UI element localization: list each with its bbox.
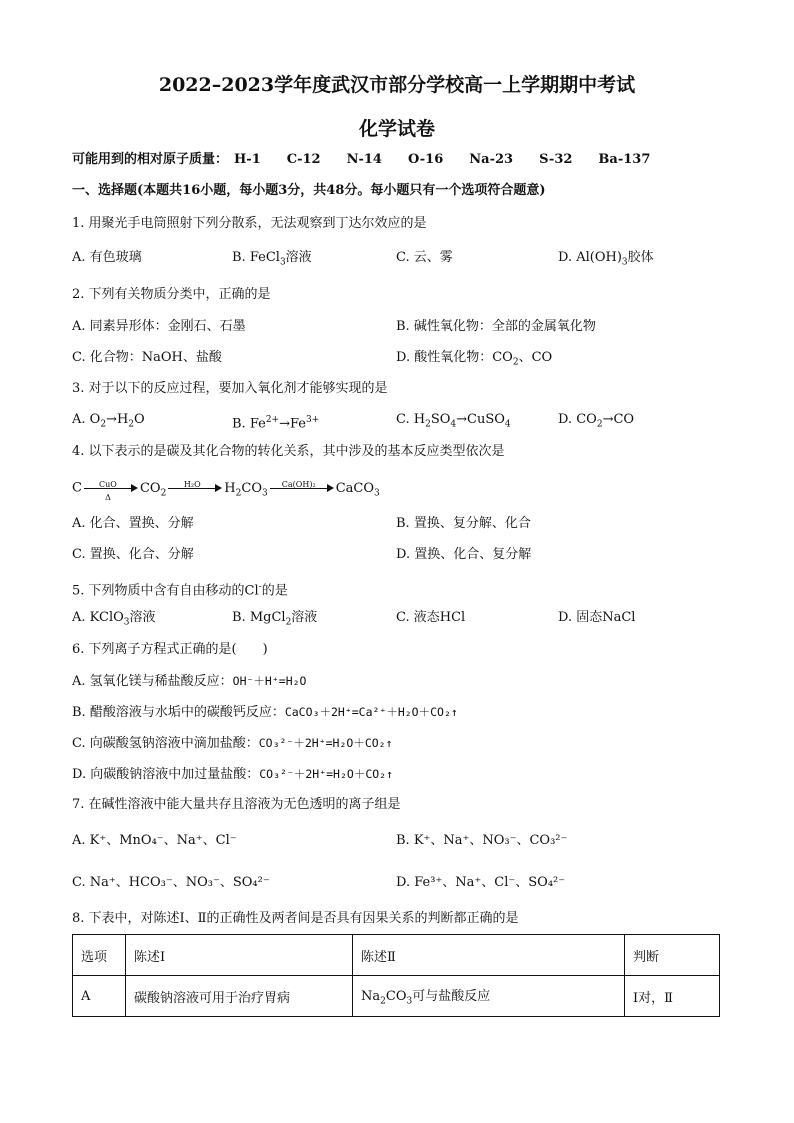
q2-option-b: B. 碱性氧化物：全部的金属氧化物 bbox=[396, 319, 596, 334]
header-statement-1: 陈述Ⅰ bbox=[126, 935, 353, 976]
q4-option-b: B. 置换、复分解、化合 bbox=[396, 516, 531, 531]
exam-title: 2022–2023学年度武汉市部分学校高一上学期期中考试 bbox=[158, 74, 636, 96]
q3-option-a: A. $O_2\to H_2O$ bbox=[72, 412, 145, 430]
q7-option-d: D. Fe³⁺、Na⁺、Cl⁻、SO₄²⁻ bbox=[396, 875, 566, 890]
q7-option-a: A. K⁺、MnO₄⁻、Na⁺、Cl⁻ bbox=[72, 833, 237, 848]
q5-option-d: D. 固态NaCl bbox=[558, 610, 636, 625]
atomic-mass-ba: Ba-137 bbox=[598, 152, 651, 167]
atomic-mass-c: C-12 bbox=[286, 152, 321, 167]
question-5-stem: 5. 下列物质中含有自由移动的Cl-的是 bbox=[72, 582, 288, 599]
q4-option-c: C. 置换、化合、分解 bbox=[72, 547, 194, 562]
q5-option-a: A. KClO$_3$溶液 bbox=[72, 610, 156, 628]
atomic-mass-n: N-14 bbox=[346, 152, 382, 167]
q2-option-a: A. 同素异形体：金刚石、石墨 bbox=[72, 319, 246, 334]
q7-option-c: C. Na⁺、HCO₃⁻、NO₃⁻、SO₄²⁻ bbox=[72, 875, 270, 890]
q6-option-c: C. 向碳酸氢钠溶液中滴加盐酸：CO₃²⁻＋2H⁺=H₂O＋CO₂↑ bbox=[72, 736, 393, 751]
atomic-mass-na: Na-23 bbox=[469, 152, 514, 167]
section-heading: 一、选择题(本题共16小题，每小题3分，共48分。每小题只有一个选项符合题意) bbox=[72, 183, 546, 198]
q6-option-a: A. 氢氧化镁与稀盐酸反应：OH⁻＋H⁺=H₂O bbox=[72, 674, 307, 689]
question-1-stem: 1. 用聚光手电筒照射下列分散系，无法观察到丁达尔效应的是 bbox=[72, 216, 427, 231]
arrow-h2o: H₂O bbox=[168, 479, 222, 497]
header-statement-2: 陈述Ⅱ bbox=[353, 935, 625, 976]
header-judgement: 判断 bbox=[625, 935, 720, 976]
q1-option-a: A. 有色玻璃 bbox=[72, 250, 142, 265]
atomic-mass-label: 可能用到的相对原子质量： bbox=[72, 152, 229, 167]
q7-option-b: B. K⁺、Na⁺、NO₃⁻、CO₃²⁻ bbox=[396, 833, 568, 848]
question-7-stem: 7. 在碱性溶液中能大量共存且溶液为无色透明的离子组是 bbox=[72, 797, 401, 812]
chain-co2: $CO_2$ bbox=[139, 480, 167, 499]
q2-option-d: D. 酸性氧化物：$CO_2$、CO bbox=[396, 350, 553, 368]
header-option: 选项 bbox=[73, 935, 126, 976]
atomic-mass-line bbox=[72, 151, 676, 169]
row-a-statement-2: $Na_2CO_3$可与盐酸反应 bbox=[353, 976, 625, 1017]
chain-h2co3: $H_2CO_3$ bbox=[224, 480, 268, 499]
table-row bbox=[73, 976, 720, 1017]
atomic-mass-h: H-1 bbox=[234, 152, 261, 167]
arrow-cuo: CuO Δ bbox=[84, 479, 138, 497]
question-2-stem: 2. 下列有关物质分类中，正确的是 bbox=[72, 287, 271, 302]
atomic-mass-o: O-16 bbox=[407, 152, 444, 167]
chain-carbon: C bbox=[72, 480, 82, 496]
q3-option-d: D. $CO_2\to CO$ bbox=[558, 412, 635, 430]
q6-option-d: D. 向碳酸钠溶液中加过量盐酸：CO₃²⁻＋2H⁺=H₂O＋CO₂↑ bbox=[72, 767, 394, 782]
q5-option-b: B. MgCl$_2$溶液 bbox=[232, 610, 318, 628]
row-a-judgement: Ⅰ对，Ⅱ bbox=[625, 976, 720, 1017]
q4-option-d: D. 置换、化合、复分解 bbox=[396, 547, 532, 562]
exam-subtitle: 化学试卷 bbox=[358, 118, 435, 140]
row-a-statement-1: 碳酸钠溶液可用于治疗胃病 bbox=[126, 976, 353, 1017]
chain-caco3: CaCO$_3$ bbox=[335, 480, 380, 499]
q6-option-b: B. 醋酸溶液与水垢中的碳酸钙反应：CaCO₃＋2H⁺=Ca²⁺＋H₂O＋CO₂↑ bbox=[72, 705, 458, 720]
arrow-caoh2: Ca(OH)₂ bbox=[270, 479, 334, 497]
table-header-row bbox=[73, 935, 720, 976]
q1-option-d: D. $Al(OH)_3$胶体 bbox=[558, 250, 654, 268]
q5-option-c: C. 液态HCl bbox=[396, 610, 466, 625]
q2-option-c: C. 化合物：NaOH、盐酸 bbox=[72, 350, 222, 365]
row-a-option: A bbox=[73, 976, 126, 1017]
question-3-stem: 3. 对于以下的反应过程，要加入氧化剂才能够实现的是 bbox=[72, 381, 388, 396]
q4-option-a: A. 化合、置换、分解 bbox=[72, 516, 194, 531]
question-4-stem: 4. 以下表示的是碳及其化合物的转化关系，其中涉及的基本反应类型依次是 bbox=[72, 444, 505, 459]
question-8-stem: 8. 下表中，对陈述Ⅰ、Ⅱ的正确性及两者间是否具有因果关系的判断都正确的是 bbox=[72, 911, 519, 926]
atomic-mass-s: S-32 bbox=[539, 152, 573, 167]
q1-option-c: C. 云、雾 bbox=[396, 250, 453, 265]
q3-option-b: B. $Fe^{2+}\to Fe^{3+}$ bbox=[232, 415, 320, 432]
q8-table bbox=[72, 934, 720, 1017]
q1-option-b: B. FeCl$_3$溶液 bbox=[232, 250, 312, 268]
question-6-stem: 6. 下列离子方程式正确的是( ) bbox=[72, 642, 268, 657]
q4-conversion-chain bbox=[72, 479, 380, 502]
q3-option-c: C. $H_2SO_4\to CuSO_4$ bbox=[396, 412, 511, 430]
